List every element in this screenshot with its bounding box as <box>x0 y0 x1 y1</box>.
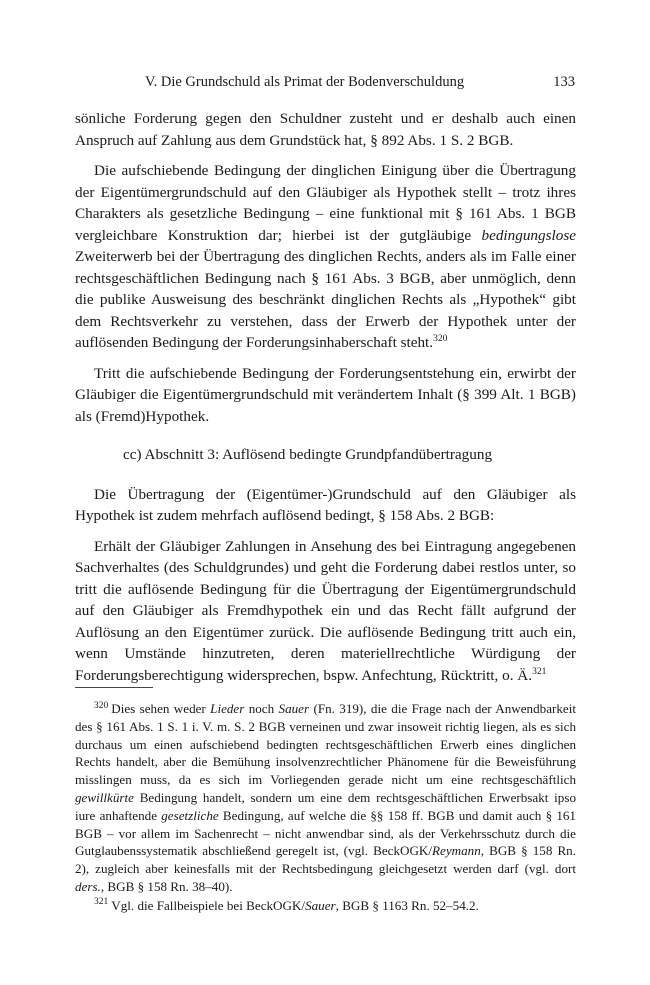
emphasis-text: ders. <box>75 878 101 894</box>
emphasis-text: bedingungslose <box>481 226 576 244</box>
emphasis-text: Sauer <box>278 701 310 716</box>
footnote-text: , BGB § 158 Rn. 38–40). <box>100 878 233 894</box>
footnote-number: 321 <box>94 897 109 908</box>
paragraph-text: sönliche Forderung gegen den Schuldner zusteht und er deshalb auch einen Anspruch auf Zahlung aus dem Grundstück hat, § 892 Abs. 1 S. 2 BGB. <box>75 110 576 149</box>
paragraph <box>75 536 576 687</box>
paragraph-text: Erhält der Gläubiger Zahlungen in Ansehung des bei Eintragung angegebenen Sachverhaltes (des Schuldgrundes) und geht die Forderung dabei restlos unter, so tritt die auflösende Bedingung für die Übertragung der Eigentümergrundschuld auf den Gläubiger als Fremdhypothek ein und das Recht fällt aufgrund der Auflösung an den Eigentümer zurück. Die auflösende Bedingung tritt auch ein, wenn Umstände hinzutreten, deren materiellrechtliche Würdigung der Forderungsberechtigung widersprechen, bspw. Anfechtung, Rücktritt, o. Ä. <box>75 537 576 684</box>
paragraph-text: Die aufschiebende Bedingung der dinglichen Einigung über die Übertragung der Eigentümergrundschuld auf den Gläubiger als Hypothek stellt – trotz ihres Charakters als gesetzliche Bedingung – eine funktional mit § 161 Abs. 1 BGB vergleichbare Konstruktion dar; hierbei ist der gutgläubige <box>75 162 576 244</box>
paragraph-text: Zweiterwerb bei der Übertragung des dinglichen Rechts, anders als im Falle einer rechtsgeschäftlichen Bedingung nach § 161 Abs. 3 BGB, aber unmöglich, denn die publike Ausweisung des beschränkt dinglichen Rechts als „Hypothek“ gibt dem Rechtsverkehr zu verstehen, dass der Erwerb der Hypothek unter der auflösenden Bedingung der Forderungsinhaberschaft steht. <box>75 248 576 351</box>
footnote-text: Bedingung, auf welche die §§ 158 ff. BGB und damit auch § 161 BGB – vor allem im Sachenrecht – nicht anwendbar sind, als der Verkehrsschutz durch die Gutglaubenssystematik abschließend geregelt ist, (vgl. BeckOGK/ <box>75 807 576 859</box>
emphasis-text: gesetzliche <box>161 807 219 823</box>
footnote-text: , BGB § 158 Rn. 2), zugleich aber keinesfalls mit der Rechtsbedingung gleichgesetzt werden darf (vgl. dort <box>75 843 577 877</box>
footnote-text: , BGB § 1163 Rn. 52–54.2. <box>335 897 479 913</box>
footnote-text: Dies sehen weder <box>111 701 211 716</box>
body-text <box>75 108 576 686</box>
page-number: 133 <box>553 74 575 90</box>
footnote <box>75 897 576 915</box>
footnote-number: 320 <box>94 700 109 711</box>
emphasis-text: gewillkürte <box>75 789 134 805</box>
page-header <box>75 74 575 94</box>
footnote-reference: 321 <box>532 666 547 677</box>
footnote <box>75 700 576 896</box>
footnote-reference: 320 <box>433 333 448 344</box>
footnotes <box>75 700 576 916</box>
emphasis-text: Reymann <box>432 843 481 859</box>
emphasis-text: Sauer <box>305 897 336 913</box>
footnote-divider <box>75 687 153 688</box>
footnote-text: noch <box>244 701 279 716</box>
footnote-text: Vgl. die Fallbeispiele bei BeckOGK/ <box>111 897 306 913</box>
footnote-text: Bedingung handelt, sondern um eine dem rechtsgeschäftlichen Erwerbsakt ipso iure anhaftende <box>75 789 576 823</box>
emphasis-text: Lieder <box>210 701 245 716</box>
section-heading: cc) Abschnitt 3: Auflösend bedingte Grundpfandübertragung <box>123 446 493 463</box>
running-title: V. Die Grundschuld als Primat der Bodenverschuldung <box>145 74 465 90</box>
paragraph-continuation <box>75 108 576 151</box>
footnote-text: (Fn. 319), die die Frage nach der Anwendbarkeit des § 161 Abs. 1 S. 1 i. V. m. S. 2 BGB verneinen und zwar insoweit richtig liegen, als es sich durchaus um einen aufschiebend bedingten rechtsgeschäftlichen Erwerb eines dinglichen Rechts handelt, aber die Bemühung insolvenzrechtlicher Phänomene für die Beweisführung misslingen muss, da es sich im Vorliegenden gerade nicht um eine rechtsgeschäftlich <box>75 701 576 788</box>
paragraph <box>75 160 576 354</box>
paragraph-text: Tritt die aufschiebende Bedingung der Forderungsentstehung ein, erwirbt der Gläubiger die Eigentümergrundschuld mit verändertem Inhalt (§ 399 Alt. 1 BGB) als (Fremd)Hypothek. <box>75 364 576 425</box>
paragraph <box>75 363 576 428</box>
paragraph <box>75 484 576 527</box>
paragraph-text: Die Übertragung der (Eigentümer-)Grundschuld auf den Gläubiger als Hypothek ist zudem mehrfach auflösend bedingt, § 158 Abs. 2 BGB: <box>75 485 576 524</box>
